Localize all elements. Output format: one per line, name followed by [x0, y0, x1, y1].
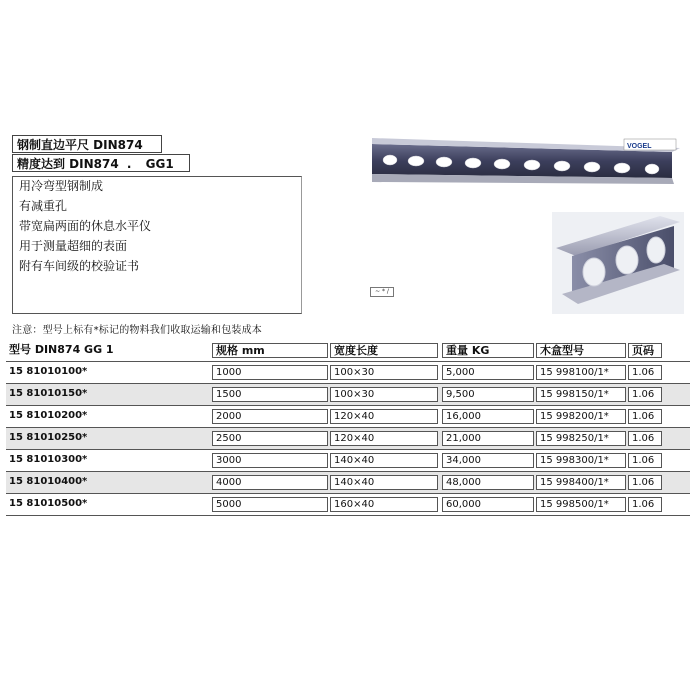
weight-kg: 60,000 — [442, 497, 534, 512]
page-number: 1.06 — [628, 365, 662, 380]
weight-kg: 21,000 — [442, 431, 534, 446]
ruler-photo-long — [372, 138, 680, 198]
case-model: 15 998400/1* — [536, 475, 626, 490]
length-mm: 2000 — [212, 409, 328, 424]
length-mm: 3000 — [212, 453, 328, 468]
width-length: 120×40 — [330, 409, 438, 424]
case-model: 15 998300/1* — [536, 453, 626, 468]
shipping-note: 注意：型号上标有*标记的物料我们收取运输和包装成本 — [12, 325, 262, 336]
article-number: 15 81010250* — [9, 432, 88, 443]
case-model: 15 998150/1* — [536, 387, 626, 402]
table-row — [6, 406, 690, 427]
article-number: 15 81010200* — [9, 410, 88, 421]
page-number: 1.06 — [628, 453, 662, 468]
table-row — [6, 494, 690, 515]
length-mm: 5000 — [212, 497, 328, 512]
feature-item: 用冷弯型钢制成 — [19, 179, 104, 193]
weight-kg: 48,000 — [442, 475, 534, 490]
page-number: 1.06 — [628, 409, 662, 424]
feature-list — [12, 176, 302, 314]
feature-item: 有减重孔 — [19, 199, 68, 213]
feature-item: 用于测量超细的表面 — [19, 239, 128, 253]
length-mm: 2500 — [212, 431, 328, 446]
feature-item: 带宽扁两面的休息水平仪 — [19, 219, 152, 233]
page-number: 1.06 — [628, 497, 662, 512]
width-length: 100×30 — [330, 387, 438, 402]
article-number: 15 81010400* — [9, 476, 88, 487]
length-mm: 4000 — [212, 475, 328, 490]
column-header: 型号 DIN874 GG 1 — [9, 343, 114, 356]
width-length: 120×40 — [330, 431, 438, 446]
column-header: 木盒型号 — [536, 343, 626, 358]
weight-kg: 9,500 — [442, 387, 534, 402]
precision-title — [12, 154, 190, 172]
weight-kg: 5,000 — [442, 365, 534, 380]
case-model: 15 998250/1* — [536, 431, 626, 446]
column-header: 规格 mm — [212, 343, 328, 358]
page-number: 1.06 — [628, 475, 662, 490]
table-row — [6, 450, 690, 471]
brand-label: VOGEL — [627, 143, 652, 150]
feature-item: 附有车间级的校验证书 — [19, 259, 140, 273]
width-length: 160×40 — [330, 497, 438, 512]
precision-grade: GG1 — [145, 157, 174, 171]
article-number: 15 81010300* — [9, 454, 88, 465]
table-row — [6, 428, 690, 449]
article-number: 15 81010100* — [9, 366, 88, 377]
table-row — [6, 384, 690, 405]
precision-dot: . — [126, 157, 132, 171]
table-row — [6, 472, 690, 493]
article-number: 15 81010500* — [9, 498, 88, 509]
weight-kg: 16,000 — [442, 409, 534, 424]
length-mm: 1000 — [212, 365, 328, 380]
case-model: 15 998100/1* — [536, 365, 626, 380]
case-model: 15 998200/1* — [536, 409, 626, 424]
product-title: 钢制直边平尺 DIN874 — [12, 135, 162, 153]
width-length: 140×40 — [330, 475, 438, 490]
ruler-photo-ibeam — [552, 212, 684, 314]
column-header: 页码 — [628, 343, 662, 358]
page-number: 1.06 — [628, 387, 662, 402]
case-model: 15 998500/1* — [536, 497, 626, 512]
weight-kg: 34,000 — [442, 453, 534, 468]
precision-label: 精度达到 DIN874 — [17, 157, 119, 171]
table-header — [6, 340, 690, 361]
width-length: 100×30 — [330, 365, 438, 380]
mini-label: ~ * / — [370, 287, 394, 297]
length-mm: 1500 — [212, 387, 328, 402]
article-number: 15 81010150* — [9, 388, 88, 399]
column-header: 宽度长度 — [330, 343, 438, 358]
table-row — [6, 362, 690, 383]
width-length: 140×40 — [330, 453, 438, 468]
column-header: 重量 KG — [442, 343, 534, 358]
page-number: 1.06 — [628, 431, 662, 446]
